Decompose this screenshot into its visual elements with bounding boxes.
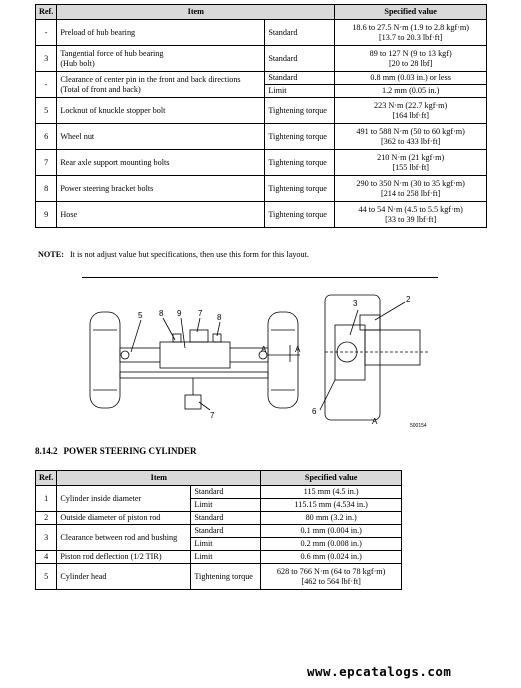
section-title: POWER STEERING CYLINDER	[63, 446, 197, 456]
header-value: Specified value	[261, 471, 402, 486]
ref-cell: 4	[36, 551, 57, 564]
value-cell: 0.2 mm (0.008 in.)	[261, 538, 402, 551]
type-cell: Tightening torque	[265, 124, 335, 150]
item-cell: Locknut of knuckle stopper bolt	[57, 98, 265, 124]
callout-label: 8	[159, 309, 164, 318]
type-cell: Limit	[265, 85, 335, 98]
value-cell: 80 mm (3.2 in.)	[261, 512, 402, 525]
ref-cell: 7	[36, 150, 57, 176]
section-label: A	[372, 417, 378, 426]
knuckle-detail	[320, 295, 430, 420]
item-cell: Cylinder inside diameter	[57, 486, 191, 512]
table-row	[36, 564, 402, 590]
value-cell: 290 to 350 N·m (30 to 35 kgf·m) [214 to 258 lbf·ft]	[335, 176, 487, 202]
value-cell: 18.6 to 27.5 N·m (1.9 to 2.8 kgf·m) [13.7 to 20.3 lbf·ft]	[335, 20, 487, 46]
type-cell: Standard	[265, 20, 335, 46]
specification-table-axle	[35, 4, 487, 228]
callout-label: 8	[217, 313, 222, 322]
table-row	[36, 551, 402, 564]
item-cell: Clearance between rod and bushing	[57, 525, 191, 551]
value-cell: 0.6 mm (0.024 in.)	[261, 551, 402, 564]
note-text: It is not adjust value but specifications, then use this form for this layout.	[69, 250, 309, 259]
ref-cell: -	[36, 72, 57, 98]
callout-label: 7	[210, 411, 215, 420]
ref-cell: 5	[36, 564, 57, 590]
type-cell: Tightening torque	[265, 202, 335, 228]
type-cell: Standard	[265, 46, 335, 72]
right-wheel	[268, 312, 298, 408]
table-row	[36, 20, 487, 46]
ref-cell: -	[36, 20, 57, 46]
item-cell: Clearance of center pin in the front and back directions (Total of front and back)	[57, 72, 265, 98]
type-cell: Limit	[191, 551, 261, 564]
value-cell: 628 to 766 N·m (64 to 78 kgf·m) [462 to 564 lbf·ft]	[261, 564, 402, 590]
ref-cell: 5	[36, 98, 57, 124]
table-row	[36, 124, 487, 150]
figure-code: 500154	[410, 423, 427, 429]
item-cell: Wheel nut	[57, 124, 265, 150]
item-cell: Hose	[57, 202, 265, 228]
value-cell: 1.2 mm (0.05 in.)	[335, 85, 487, 98]
note-label: NOTE:	[38, 250, 64, 259]
type-cell: Tightening torque	[265, 176, 335, 202]
table-header-row	[36, 5, 487, 20]
type-cell: Standard	[191, 486, 261, 499]
ref-cell: 9	[36, 202, 57, 228]
value-cell: 0.1 mm (0.004 in.)	[261, 525, 402, 538]
table-row	[36, 176, 487, 202]
callout-label: 7	[198, 309, 203, 318]
table-row	[36, 72, 487, 85]
header-ref: Ref.	[36, 5, 57, 20]
ref-cell: 8	[36, 176, 57, 202]
section-heading	[35, 446, 203, 456]
table-row	[36, 525, 402, 538]
table-row	[36, 512, 402, 525]
ref-cell: 3	[36, 525, 57, 551]
callout-label: 6	[312, 407, 317, 416]
table-row	[36, 98, 487, 124]
type-cell: Tightening torque	[265, 150, 335, 176]
type-cell: Limit	[191, 538, 261, 551]
callout-label: 9	[177, 309, 182, 318]
table-header-row	[36, 471, 402, 486]
item-cell: Piston rod deflection (1/2 TIR)	[57, 551, 191, 564]
item-cell: Power steering bracket bolts	[57, 176, 265, 202]
section-number: 8.14.2	[35, 446, 58, 456]
item-cell: Rear axle support mounting bolts	[57, 150, 265, 176]
axle-diagram	[85, 290, 435, 430]
table-row	[36, 202, 487, 228]
header-value: Specified value	[335, 5, 487, 20]
ref-cell: 3	[36, 46, 57, 72]
table-row	[36, 486, 402, 499]
type-cell: Standard	[191, 525, 261, 538]
table-row	[36, 150, 487, 176]
type-cell: Standard	[265, 72, 335, 85]
watermark-url: www.epcatalogs.com	[307, 664, 452, 679]
type-cell: Tightening torque	[191, 564, 261, 590]
callout-label: 5	[138, 311, 143, 320]
left-wheel	[90, 312, 120, 408]
ref-cell: 2	[36, 512, 57, 525]
type-cell: Limit	[191, 499, 261, 512]
section-label: A	[261, 345, 267, 354]
value-cell: 223 N·m (22.7 kgf·m) [164 lbf·ft]	[335, 98, 487, 124]
value-cell: 0.8 mm (0.03 in.) or less	[335, 72, 487, 85]
item-cell: Preload of hub bearing	[57, 20, 265, 46]
divider	[82, 277, 438, 278]
type-cell: Tightening torque	[265, 98, 335, 124]
table-row	[36, 46, 487, 72]
section-label: A	[295, 345, 301, 354]
item-cell: Tangential force of hub bearing (Hub bolt)	[57, 46, 265, 72]
value-cell: 115 mm (4.5 in.)	[261, 486, 402, 499]
callout-label: 2	[406, 295, 411, 304]
specification-table-power-steering	[35, 470, 402, 590]
axle-body	[120, 330, 268, 409]
item-cell: Outside diameter of piston rod	[57, 512, 191, 525]
note	[38, 250, 309, 259]
value-cell: 491 to 588 N·m (50 to 60 kgf·m) [362 to 433 lbf·ft]	[335, 124, 487, 150]
ref-cell: 6	[36, 124, 57, 150]
callout-label: 3	[353, 299, 358, 308]
item-cell: Cylinder head	[57, 564, 191, 590]
header-ref: Ref.	[36, 471, 57, 486]
header-item: Item	[57, 5, 335, 20]
value-cell: 210 N·m (21 kgf·m) [155 lbf·ft]	[335, 150, 487, 176]
value-cell: 115.15 mm (4.534 in.)	[261, 499, 402, 512]
ref-cell: 1	[36, 486, 57, 512]
header-item: Item	[57, 471, 261, 486]
type-cell: Standard	[191, 512, 261, 525]
value-cell: 44 to 54 N·m (4.5 to 5.5 kgf·m) [33 to 39 lbf·ft]	[335, 202, 487, 228]
value-cell: 89 to 127 N (9 to 13 kgf) [20 to 28 lbf]	[335, 46, 487, 72]
